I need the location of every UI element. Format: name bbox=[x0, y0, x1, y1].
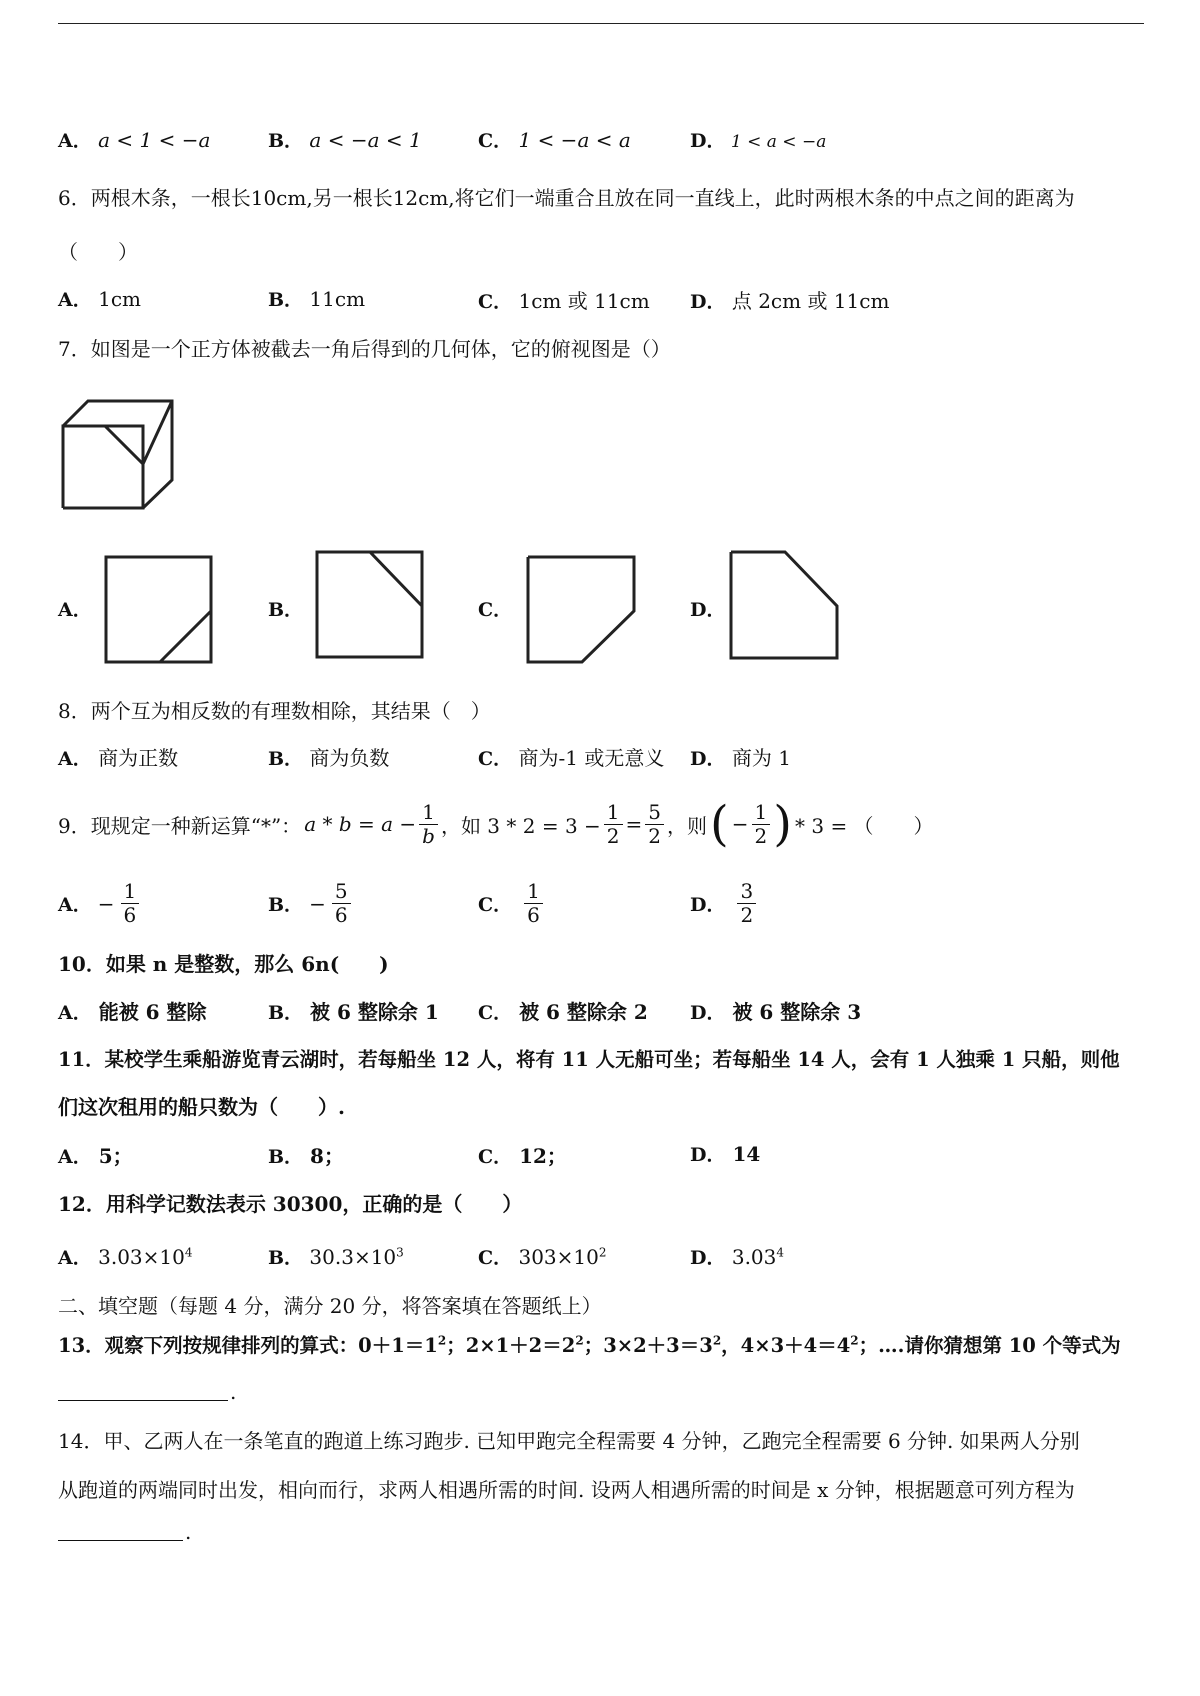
q9-option-d[interactable]: D． $\frac{3}{2}$ bbox=[690, 880, 756, 927]
q12-option-a[interactable]: A． $3.03\times 10^4$ bbox=[58, 1245, 193, 1269]
q7-option-d-figure[interactable] bbox=[729, 550, 841, 662]
q8-option-c[interactable]: C． 商为-1 或无意义 bbox=[478, 746, 665, 770]
q14-end: . bbox=[185, 1520, 192, 1544]
q12-stem: 12．用科学记数法表示 30300，正确的是（ ） bbox=[58, 1192, 523, 1216]
q8-option-d[interactable]: D． 商为 1 bbox=[690, 746, 791, 770]
q8-stem: 8．两个互为相反数的有理数相除，其结果（ ） bbox=[58, 699, 491, 723]
q10-option-a[interactable]: A． 能被 6 整除 bbox=[58, 1000, 207, 1024]
section-2-heading: 二、填空题（每题 4 分，满分 20 分，将答案填在答题纸上） bbox=[58, 1294, 602, 1318]
q13-end: . bbox=[230, 1380, 237, 1404]
q10-option-d[interactable]: D． 被 6 整除余 3 bbox=[690, 1000, 862, 1024]
q11-option-a[interactable]: A． 5； bbox=[58, 1144, 133, 1168]
q9-option-b[interactable]: B． − $\frac{5}{6}$ bbox=[268, 880, 351, 927]
q7-cube-figure bbox=[60, 398, 180, 510]
q10-option-b[interactable]: B． 被 6 整除余 1 bbox=[268, 1000, 439, 1024]
q14-answer-blank[interactable] bbox=[58, 1540, 183, 1541]
q7-option-b-label[interactable]: B． bbox=[268, 599, 304, 621]
q9-eq: = bbox=[625, 812, 643, 836]
q5-option-a[interactable]: A． a < 1 < −a bbox=[58, 128, 211, 152]
q7-option-b-figure[interactable] bbox=[315, 550, 425, 660]
q10-option-c[interactable]: C． 被 6 整除余 2 bbox=[478, 1000, 648, 1024]
q10-stem: 10．如果 n 是整数，那么 6n( ) bbox=[58, 952, 389, 976]
q7-option-c-figure[interactable] bbox=[526, 555, 636, 665]
q13-answer-blank[interactable] bbox=[58, 1400, 228, 1401]
q14-stem-line1: 14．甲、乙两人在一条笔直的跑道上练习跑步. 已知甲跑完全程需要 4 分钟，乙跑完全程需要 6 分钟. 如果两人分别 bbox=[58, 1429, 1080, 1453]
q11-option-c[interactable]: C． 12； bbox=[478, 1144, 567, 1168]
q8-option-a[interactable]: A． 商为正数 bbox=[58, 746, 179, 770]
q9-paren-minus: − bbox=[731, 812, 749, 836]
q7-option-a-label[interactable]: A． bbox=[58, 599, 92, 621]
q9-paren-close: ) bbox=[773, 796, 792, 852]
q7-option-c-label[interactable]: C． bbox=[478, 599, 513, 621]
q14-stem-line2: 从跑道的两端同时出发，相向而行，求两人相遇所需的时间. 设两人相遇所需的时间是 x 分钟，根据题意可列方程为 bbox=[58, 1478, 1075, 1502]
q12-option-d[interactable]: D． 3.03$^4$ bbox=[690, 1245, 785, 1269]
q12-option-b[interactable]: B． $30.3\times 10^3$ bbox=[268, 1245, 404, 1269]
q6-option-d[interactable]: D． 点 2cm 或 11cm bbox=[690, 289, 890, 313]
q9-formula-left: a * b = a − bbox=[304, 812, 417, 836]
q5-option-b[interactable]: B． a < −a < 1 bbox=[268, 128, 422, 152]
q9-tail: * 3 = （ ） bbox=[795, 813, 934, 838]
q9-fraction-4: $\frac{1}{2}$ bbox=[752, 801, 771, 848]
q11-stem-line1: 11．某校学生乘船游览青云湖时，若每船坐 12 人，将有 11 人无船可坐；若每船坐 14 人，会有 1 人独乘 1 只船，则他 bbox=[58, 1048, 1120, 1071]
q5-option-c[interactable]: C． 1 < −a < a bbox=[478, 128, 631, 152]
q11-option-b[interactable]: B． 8； bbox=[268, 1144, 344, 1168]
q7-option-a-figure[interactable] bbox=[104, 555, 214, 665]
q6-stem-line1: 6．两根木条，一根长10cm,另一根长12cm,将它们一端重合且放在同一直线上，此时两根木条的中点之间的距离为 bbox=[58, 186, 1075, 210]
q9-paren-open: ( bbox=[710, 796, 729, 852]
q9-fraction-3: $\frac{5}{2}$ bbox=[645, 801, 664, 848]
q12-option-c[interactable]: C． $303\times 10^2$ bbox=[478, 1245, 607, 1269]
q9-then: ，则 bbox=[667, 813, 708, 838]
q13-stem: 13．观察下列按规律排列的算式：$0+1=1^2$；$2\times 1+2=2^2$；$3\times 2+3=3^2$，$4\times 3+4=4^2$；….请你猜想第 10 个等式为 bbox=[58, 1333, 1121, 1357]
q9-fraction-2: $\frac{1}{2}$ bbox=[604, 801, 623, 848]
q9-fraction-1: $\frac{1}{b}$ bbox=[419, 801, 438, 848]
q9-stem bbox=[58, 796, 934, 852]
q11-option-d[interactable]: D． 14 bbox=[690, 1142, 761, 1166]
q5-option-d[interactable]: D． 1 < a < −a bbox=[690, 130, 827, 152]
q7-stem: 7．如图是一个正方体被截去一角后得到的几何体，它的俯视图是（） bbox=[58, 337, 671, 361]
q7-option-d-label[interactable]: D． bbox=[690, 599, 726, 621]
q9-option-a[interactable]: A． − $\frac{1}{6}$ bbox=[58, 880, 139, 927]
q11-stem-line2: 们这次租用的船只数为（ ）. bbox=[58, 1095, 345, 1119]
header-rule bbox=[58, 23, 1144, 24]
q8-option-b[interactable]: B． 商为负数 bbox=[268, 746, 390, 770]
q6-stem-line2: （ ） bbox=[58, 240, 138, 264]
q9-prefix: 9．现规定一种新运算“*”： bbox=[58, 813, 302, 838]
q9-mid: ，如 3 * 2 = 3 − bbox=[440, 813, 601, 838]
q6-option-a[interactable]: A． 1cm bbox=[58, 287, 141, 311]
q9-option-c[interactable]: C． $\frac{1}{6}$ bbox=[478, 880, 543, 927]
q6-option-b[interactable]: B． 11cm bbox=[268, 287, 366, 311]
q6-option-c[interactable]: C． 1cm 或 11cm bbox=[478, 289, 650, 313]
